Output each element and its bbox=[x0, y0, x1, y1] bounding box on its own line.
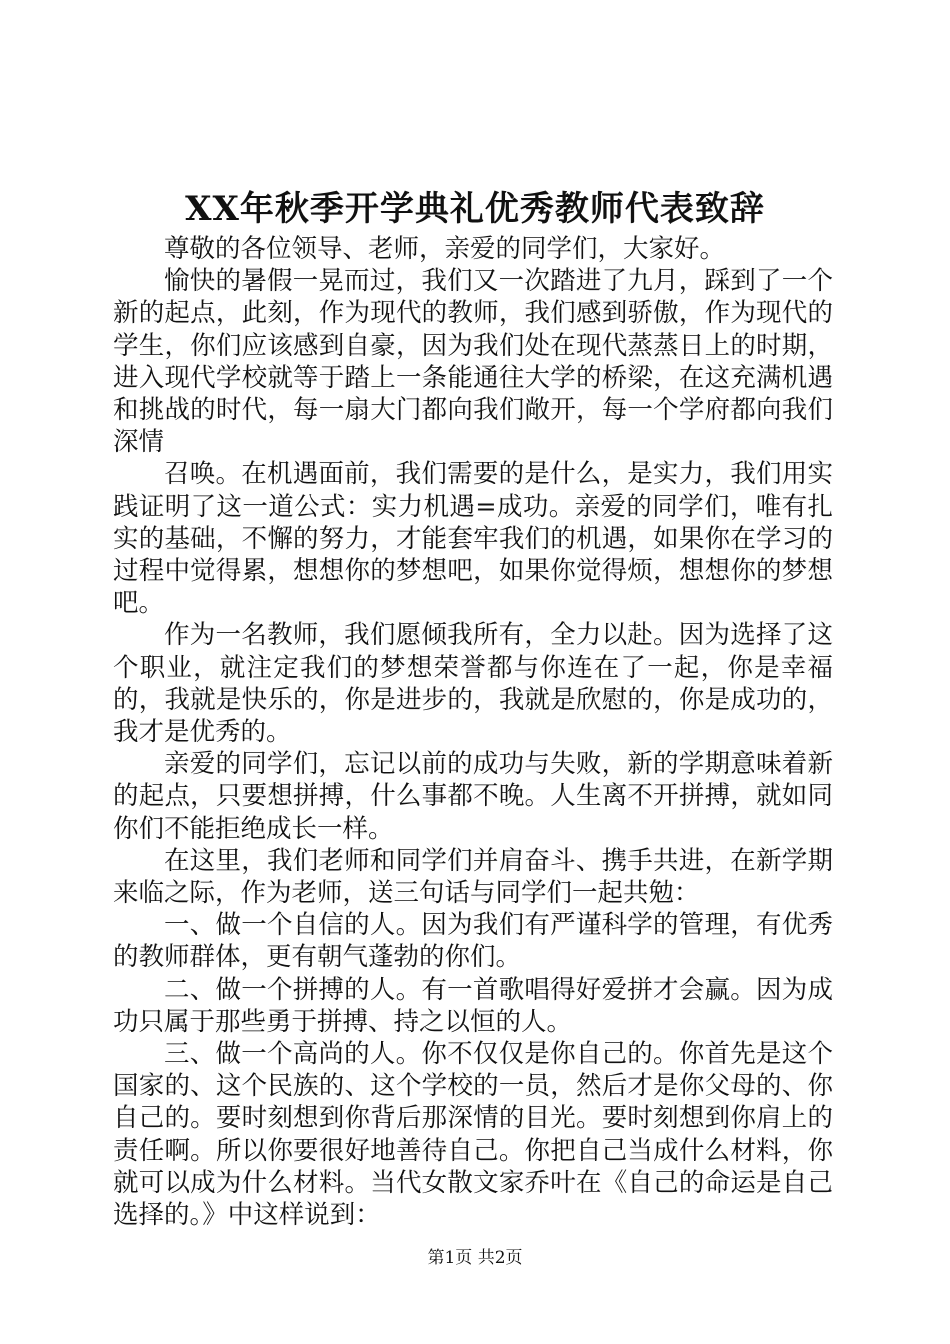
paragraph-point-two: 二、做一个拼搏的人。有一首歌唱得好爱拼才会赢。因为成功只属于那些勇于拼搏、持之以恒的人。 bbox=[113, 974, 833, 1037]
page-number: 第1页 bbox=[427, 1248, 473, 1268]
paragraph-greeting: 尊敬的各位领导、老师，亲爱的同学们，大家好。 bbox=[164, 234, 726, 264]
paragraph-point-three: 三、做一个高尚的人。你不仅仅是你自己的。你首先是这个国家的、这个民族的、这个学校的一员，然后才是你父母的、你自己的。要时刻想到你背后那深情的目光。要时刻想到你肩上的责任啊。所以你要很好地善待自己。你把自己当成什么材料，你就可以成为什么材料。当代女散文家乔叶在《自己的命运是自己选择的。》中这样说到： bbox=[113, 1039, 833, 1231]
paragraph: 亲爱的同学们，忘记以前的成功与失败，新的学期意味着新的起点，只要想拼搏，什么事都不晚。人生离不开拼搏，就如同你们不能拒绝成长一样。 bbox=[113, 749, 833, 844]
paragraph: 作为一名教师，我们愿倾我所有，全力以赴。因为选择了这个职业，就注定我们的梦想荣誉都与你连在了一起，你是幸福的，我就是快乐的，你是进步的，我就是欣慰的，你是成功的，我才是优秀的。 bbox=[113, 620, 833, 748]
page-footer bbox=[0, 1247, 950, 1269]
paragraph-point-one: 一、做一个自信的人。因为我们有严谨科学的管理，有优秀的教师群体，更有朝气蓬勃的你们。 bbox=[113, 910, 833, 973]
document-title: XX年秋季开学典礼优秀教师代表致辞 bbox=[185, 189, 765, 229]
paragraph: 愉快的暑假一晃而过，我们又一次踏进了九月，踩到了一个新的起点，此刻，作为现代的教师，我们感到骄傲，作为现代的学生，你们应该感到自豪，因为我们处在现代蒸蒸日上的时期，进入现代学校就等于踏上一条能通往大学的桥梁，在这充满机遇和挑战的时代，每一扇大门都向我们敞开，每一个学府都向我们深情 bbox=[113, 266, 833, 458]
paragraph: 在这里，我们老师和同学们并肩奋斗、携手共进，在新学期来临之际，作为老师，送三句话与同学们一起共勉： bbox=[113, 845, 833, 909]
paragraph: 召唤。在机遇面前，我们需要的是什么，是实力，我们用实践证明了这一道公式：实力机遇=成功。亲爱的同学们，唯有扎实的基础，不懈的努力，才能套牢我们的机遇，如果你在学习的过程中觉得累，想想你的梦想吧，如果你觉得烦，想想你的梦想吧。 bbox=[113, 459, 833, 619]
document-body bbox=[113, 233, 833, 1231]
page-total: 共2页 bbox=[477, 1248, 523, 1268]
